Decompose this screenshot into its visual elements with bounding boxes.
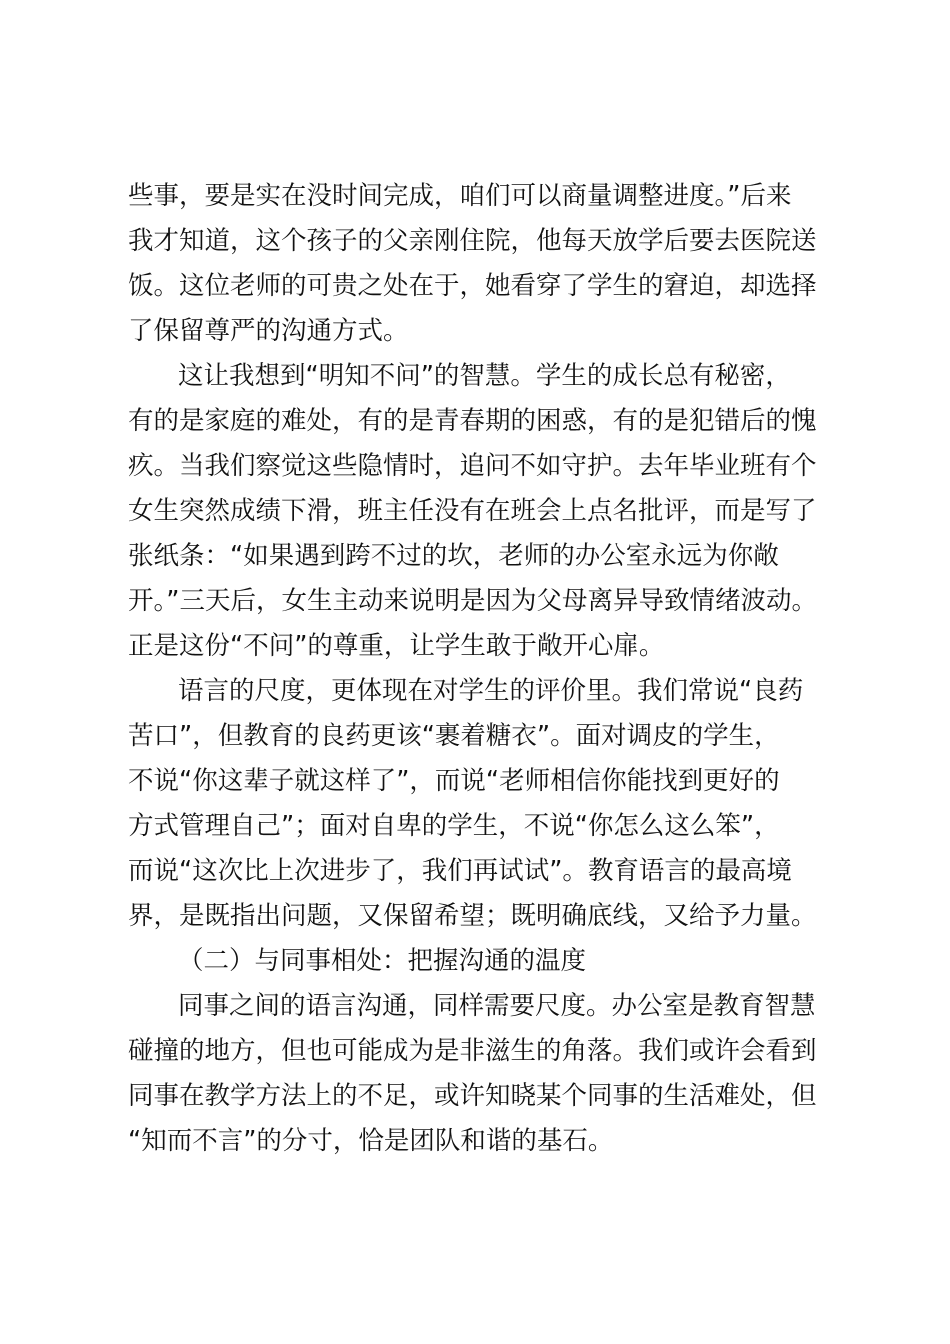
text-line: 同事之间的语言沟通，同样需要尺度。办公室是教育智慧 <box>178 991 816 1021</box>
text-line: 同事在教学方法上的不足，或许知晓某个同事的生活难处，但 <box>128 1081 817 1111</box>
text-line: 饭。这位老师的可贵之处在于，她看穿了学生的窘迫，却选择 <box>128 271 817 301</box>
text-line: 我才知道，这个孩子的父亲刚住院，他每天放学后要去医院送 <box>128 226 817 256</box>
text-line: 张纸条：“如果遇到跨不过的坎，老师的办公室永远为你敞 <box>128 541 779 571</box>
text-line: 苦口”，但教育的良药更该“裹着糖衣”。面对调皮的学生， <box>128 721 780 751</box>
text-line: 而说“这次比上次进步了，我们再试试”。教育语言的最高境 <box>128 856 792 886</box>
text-line: 女生突然成绩下滑，班主任没有在班会上点名批评，而是写了 <box>128 496 817 526</box>
text-line: 开。”三天后，女生主动来说明是因为父母离异导致情绪波动。 <box>128 586 817 616</box>
paragraph-not-asking <box>128 354 840 669</box>
text-line: 碰撞的地方，但也可能成为是非滋生的角落。我们或许会看到 <box>128 1036 817 1066</box>
text-line: 正是这份“不问”的尊重，让学生敢于敞开心扉。 <box>128 631 665 661</box>
body-text <box>128 174 840 1164</box>
text-line: 些事，要是实在没时间完成，咱们可以商量调整进度。”后来 <box>128 181 792 211</box>
section-heading <box>128 939 840 984</box>
paragraph-continued <box>128 174 840 354</box>
text-line: 疚。当我们察觉这些隐情时，追问不如守护。去年毕业班有个 <box>128 451 817 481</box>
text-line: 语言的尺度，更体现在对学生的评价里。我们常说“良药 <box>178 676 804 706</box>
text-line: 不说“你这辈子就这样了”，而说“老师相信你能找到更好的 <box>128 766 780 796</box>
text-line: 方式管理自己”；面对自卑的学生，不说“你怎么这么笨”， <box>128 811 780 841</box>
text-line: 界，是既指出问题，又保留希望；既明确底线，又给予力量。 <box>128 901 817 931</box>
text-line: 这让我想到“明知不问”的智慧。学生的成长总有秘密， <box>178 361 791 391</box>
text-line: 有的是家庭的难处，有的是青春期的困惑，有的是犯错后的愧 <box>128 406 817 436</box>
paragraph-evaluation-language <box>128 669 840 939</box>
text-line: “知而不言”的分寸，恰是团队和谐的基石。 <box>128 1126 614 1156</box>
heading-line: （二）与同事相处：把握沟通的温度 <box>178 946 587 976</box>
paragraph-colleagues <box>128 984 840 1164</box>
text-line: 了保留尊严的沟通方式。 <box>128 316 409 346</box>
